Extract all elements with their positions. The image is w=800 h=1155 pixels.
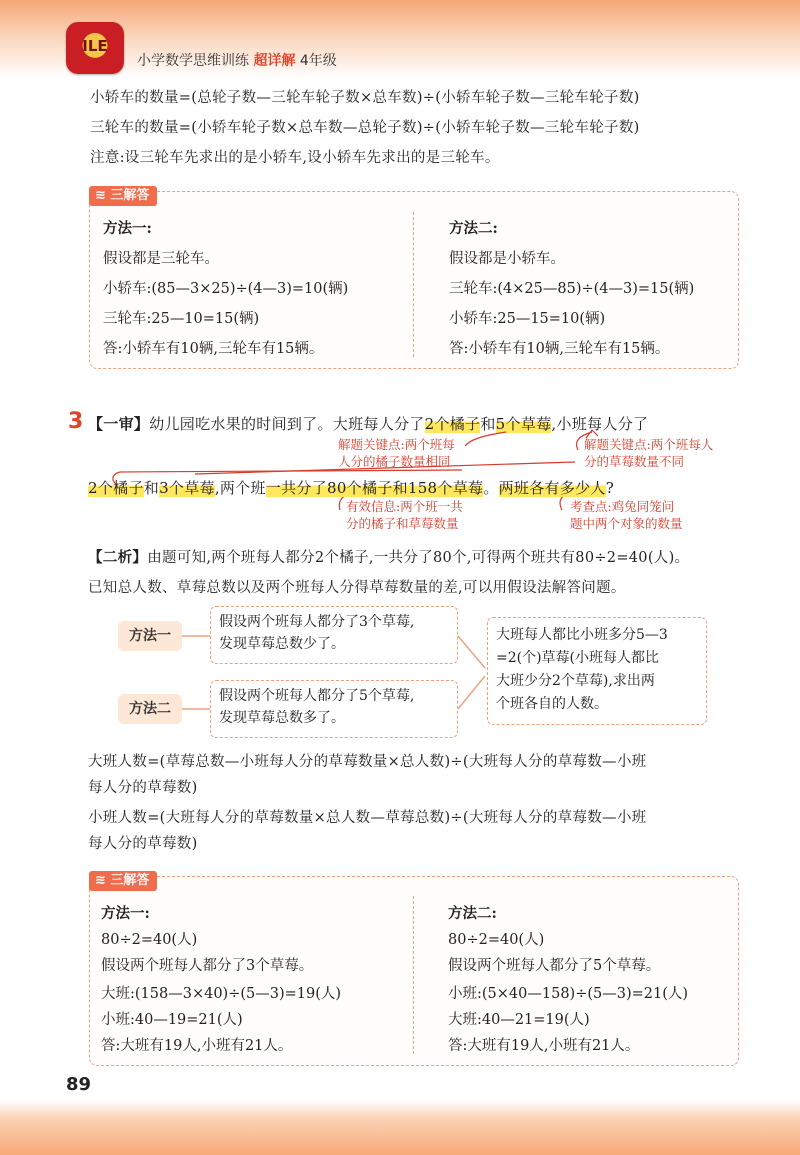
- a1-left-title: 方法一:: [103, 220, 152, 237]
- note-info-2: 分的橘子和草莓数量: [346, 516, 459, 531]
- a2-right-title: 方法二:: [448, 905, 497, 922]
- formula-big-class-1: 大班人数=(草莓总数—小班每人分的草莓数量×总人数)÷(大班每人分的草莓数—小班: [88, 754, 647, 770]
- analysis-line-1: 【二析】由题可知,两个班每人都分2个橘子,一共分了80个,可得两个班共有80÷2=40(人)。: [88, 549, 690, 566]
- answer-tag-1: ≋ 三解答: [89, 186, 157, 206]
- note-key-strawberries-2: 分的草莓数量不同: [584, 454, 685, 469]
- a1-right-line: 假设都是小轿车。: [449, 251, 565, 267]
- a1-right-line: 答:小轿车有10辆,三轮车有15辆。: [449, 341, 670, 357]
- a1-left-line: 假设都是三轮车。: [103, 251, 219, 267]
- method1-label: 方法一: [118, 621, 182, 651]
- question-number: 3: [68, 409, 84, 434]
- note-key-strawberries-1: 解题关键点:两个班每人: [584, 437, 714, 452]
- method2-box: 假设两个班每人都分了5个草莓, 发现草莓总数多了。: [210, 680, 458, 738]
- answer-tag-2: ≋ 三解答: [89, 871, 157, 891]
- a1-right-title: 方法二:: [449, 220, 498, 237]
- a2-left-title: 方法一:: [101, 905, 150, 922]
- a2-left-line: 答:大班有19人,小班有21人。: [101, 1038, 293, 1054]
- a2-right-line: 大班:40—21=19(人): [448, 1012, 590, 1028]
- a2-left-line: 假设两个班每人都分了3个草莓。: [101, 958, 314, 974]
- note-key-oranges-2: 人分的橘子数量相同: [338, 454, 451, 469]
- step-tag-analysis: 【二析】: [88, 549, 148, 566]
- result-box: 大班每人都比小班多分5—3 =2(个)草莓(小班每人都比 大班少分2个草莓),求出两 个班各自的人数。: [487, 617, 707, 725]
- method1-box: 假设两个班每人都分了3个草莓, 发现草莓总数少了。: [210, 606, 458, 664]
- formula-small-class-2: 每人分的草莓数): [88, 836, 198, 852]
- highlight-strawberries-small: 3个草莓: [159, 479, 215, 497]
- question-line-2: 2个橘子和3个草莓,两个班一共分了80个橘子和158个草莓。两班各有多少人?: [88, 479, 615, 497]
- a1-left-line: 小轿车:(85—3×25)÷(4—3)=10(辆): [103, 281, 349, 297]
- brand-logo: ILE: [66, 22, 124, 74]
- formula-tricycle: 三轮车的数量=(小轿车轮子数×总车数—总轮子数)÷(小轿车轮子数—三轮车轮子数): [90, 120, 640, 136]
- note-focus-2: 题中两个对象的数量: [570, 516, 683, 531]
- note-info-1: 有效信息:两个班一共: [346, 499, 463, 514]
- a1-left-line: 答:小轿车有10辆,三轮车有15辆。: [103, 341, 324, 357]
- note-focus-1: 考查点:鸡兔同笼问: [570, 499, 675, 514]
- question-line-1: 【一审】幼儿园吃水果的时间到了。大班每人分了2个橘子和5个草莓,小班每人分了: [88, 415, 649, 433]
- a2-left-line: 80÷2=40(人): [101, 932, 198, 948]
- formula-big-class-2: 每人分的草莓数): [88, 780, 198, 796]
- a2-right-line: 80÷2=40(人): [448, 932, 545, 948]
- formula-car: 小轿车的数量=(总轮子数—三轮车轮子数×总车数)÷(小轿车轮子数—三轮车轮子数): [90, 90, 640, 106]
- a2-left-line: 大班:(158—3×40)÷(5—3)=19(人): [101, 986, 342, 1002]
- analysis-line-2: 已知总人数、草莓总数以及两个班每人分得草莓数量的差,可以用假设法解答问题。: [88, 580, 626, 596]
- footer-band: [0, 1100, 800, 1155]
- highlight-strawberries-big: 5个草莓: [495, 415, 552, 433]
- highlight-totals: 一共分了80个橘子和158个草莓: [265, 479, 484, 497]
- step-tag-review: 【一审】: [88, 415, 150, 433]
- a1-left-line: 三轮车:25—10=15(辆): [103, 311, 260, 327]
- answer-divider-2: [413, 896, 414, 1054]
- a2-left-line: 小班:40—19=21(人): [101, 1012, 243, 1028]
- highlight-oranges-big: 2个橘子: [424, 415, 481, 433]
- method2-label: 方法二: [118, 694, 182, 724]
- book-title: 小学数学思维训练 超详解 4年级: [137, 53, 337, 69]
- a2-right-line: 假设两个班每人都分了5个草莓。: [448, 958, 661, 974]
- a1-right-line: 小轿车:25—15=10(辆): [449, 311, 606, 327]
- a2-right-line: 小班:(5×40—158)÷(5—3)=21(人): [448, 986, 689, 1002]
- note-text: 注意:设三轮车先求出的是小轿车,设小轿车先求出的是三轮车。: [90, 150, 500, 166]
- formula-small-class-1: 小班人数=(大班每人分的草莓数量×总人数—草莓总数)÷(大班每人分的草莓数—小班: [88, 810, 647, 826]
- note-key-oranges-1: 解题关键点:两个班每: [338, 437, 455, 452]
- highlight-oranges-small: 2个橘子: [88, 479, 144, 497]
- a2-right-line: 答:大班有19人,小班有21人。: [448, 1038, 640, 1054]
- a1-right-line: 三轮车:(4×25—85)÷(4—3)=15(辆): [449, 281, 695, 297]
- highlight-question: 两班各有多少人: [498, 479, 606, 497]
- page-number: 89: [66, 1074, 92, 1095]
